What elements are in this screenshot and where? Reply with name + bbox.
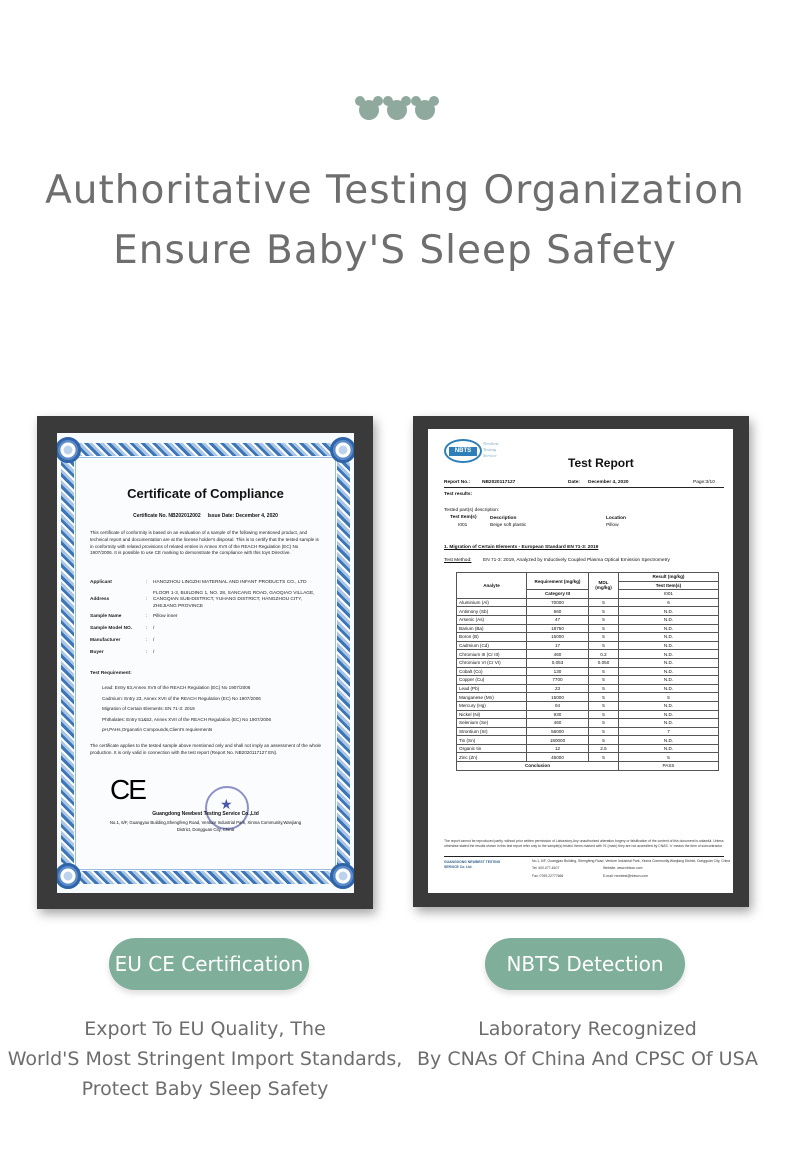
table-row: [457, 607, 719, 616]
field-label: Address: [90, 597, 110, 602]
headline-line-1: Authoritative Testing Organization: [45, 168, 745, 213]
mdl-cell: 5: [589, 701, 619, 710]
cert-no-label: Certificate No.: [133, 513, 167, 519]
mdl-cell: 0.050: [589, 658, 619, 667]
field-label: Buyer: [90, 650, 104, 655]
field-label: Sample Model NO.: [90, 626, 133, 631]
mdl-cell: 5: [589, 633, 619, 642]
nbts-logo-subtitle: Newbest Testing Service: [483, 441, 499, 458]
issuer-name: Guangdong Newbest Testing Service Co.,Ltd: [152, 811, 259, 817]
test-report-document: [428, 429, 733, 893]
results-table: [456, 572, 719, 771]
description-line: World'S Most Stringent Import Standards,: [7, 1048, 403, 1070]
requirement-cell: 15000: [527, 693, 589, 702]
report-no-value: NB2020117127: [482, 480, 516, 485]
mdl-cell: 5: [589, 641, 619, 650]
table-row: [457, 598, 719, 607]
analyte-cell: Cadmium (Cd): [457, 641, 527, 650]
description-line: Export To EU Quality, The: [84, 1018, 326, 1040]
test-requirements-list: [102, 683, 322, 736]
requirement-cell: 46000: [527, 753, 589, 762]
parts-row-location: Pillow: [606, 523, 619, 528]
result-cell: N.D.: [619, 633, 719, 642]
requirement-item: Lead: Entry 63,Annex XVII of the REACH Regulation (EC) No 1907/2006: [102, 685, 251, 690]
table-row: [457, 693, 719, 702]
table-row: [457, 650, 719, 659]
mdl-cell: 5: [589, 615, 619, 624]
requirement-cell: 70000: [527, 598, 589, 607]
mdl-cell: 5: [589, 676, 619, 685]
result-cell: N.D.: [619, 684, 719, 693]
field-value: /: [153, 626, 155, 631]
result-cell: N.D.: [619, 744, 719, 753]
report-page: Page:3/10: [693, 480, 715, 485]
requirement-cell: 560: [527, 607, 589, 616]
test-report-frame: [413, 416, 749, 907]
certificate-document: [57, 433, 354, 893]
test-requirement-title: Test Requirement:: [90, 671, 132, 676]
analyte-cell: Antimony (Sb): [457, 607, 527, 616]
table-row: [457, 744, 719, 753]
nbts-detection-badge: NBTS Detection: [485, 938, 685, 990]
analyte-cell: Zinc (Zn): [457, 753, 527, 762]
result-cell: 5: [619, 753, 719, 762]
requirement-item: Phthalates: Entry 51&52, Annex XVII of the REACH Regulation (EC) No 1907/2006: [102, 716, 272, 722]
eu-ce-certification-badge: EU CE Certification: [109, 938, 309, 990]
certificate-closing: The certificate applies to the tested sample above mentioned only and shall not imply an assessment of the whole production. It is only valid in connection with the test report (Report No. NB2020117127 EN).: [90, 743, 322, 755]
issuer-address: No.1, 6/F, Guangyao Building,Shengfeng Road, Venture Industrial Park, Xinma Community,Wanjiang District, Dongguan City, China: [109, 820, 302, 832]
footer-fax: Fax: 0769-22777666: [532, 874, 564, 878]
mdl-cell: 5: [589, 710, 619, 719]
result-cell: N.D.: [619, 624, 719, 633]
result-cell: N.D.: [619, 641, 719, 650]
mdl-cell: 5: [589, 667, 619, 676]
table-row: [457, 736, 719, 745]
analyte-cell: Cobalt (Co): [457, 667, 527, 676]
requirement-cell: 12: [527, 744, 589, 753]
analyte-cell: Arsenic (As): [457, 615, 527, 624]
analyte-cell: Aluminium (Al): [457, 598, 527, 607]
test-results-label: Test results:: [444, 492, 473, 497]
ce-mark: CE: [110, 774, 145, 805]
table-row: [457, 658, 719, 667]
headline-line-2: Ensure Baby'S Sleep Safety: [113, 228, 677, 273]
tested-parts-label: Tested part(s) description:: [444, 508, 500, 513]
col-item-id: I001: [619, 590, 719, 599]
requirement-cell: 15000: [527, 633, 589, 642]
result-cell: N.D.: [619, 719, 719, 728]
requirement-cell: 94: [527, 701, 589, 710]
parts-header-description: Description: [490, 516, 517, 521]
report-date-label: Date:: [568, 480, 580, 485]
report-divider: [444, 487, 724, 488]
table-row: [457, 615, 719, 624]
field-value: HANGZHOU LINGZHI MATERNAL AND INFANT PRODUCTS CO., LTD: [153, 580, 307, 585]
corner-ornament-icon: [330, 437, 354, 463]
field-address: Address : FLOOR 1-3, BUILDING 1, NO. 28, SANCANG ROAD, GAOQIAO VILLAGE, CANGQIAN SUB-DISTRICT, YUHANG DISTRICT, HANGZHOU CITY, ZHEJIANG PROVINCE: [90, 591, 322, 611]
requirement-cell: 23: [527, 684, 589, 693]
field-sample-model: Sample Model NO. : /: [90, 626, 322, 634]
col-result: Result (mg/kg): [619, 573, 719, 582]
result-cell: 5: [619, 693, 719, 702]
mdl-cell: 5: [589, 753, 619, 762]
field-sample-name: Sample Name : Pillow inner: [90, 614, 322, 622]
analyte-cell: Mercury (Hg): [457, 701, 527, 710]
result-cell: 6: [619, 598, 719, 607]
report-title: Test Report: [568, 456, 634, 470]
field-applicant: Applicant : HANGZHOU LINGZHI MATERNAL AND INFANT PRODUCTS CO., LTD: [90, 580, 322, 588]
nbts-logo-icon: NBTS: [444, 439, 482, 463]
col-analyte: Analyte: [457, 573, 527, 599]
field-value: Pillow inner: [153, 614, 178, 619]
mdl-cell: 2.5: [589, 744, 619, 753]
table-row: [457, 624, 719, 633]
conclusion-label: Conclusion: [457, 762, 619, 771]
certificate-number-line: [57, 513, 354, 519]
analyte-cell: Chromium VI (Cr VI): [457, 658, 527, 667]
certificate-title: Certificate of Compliance: [127, 486, 284, 501]
mdl-cell: 5: [589, 727, 619, 736]
mdl-cell: 0.2: [589, 650, 619, 659]
parts-row-item: I001: [458, 523, 468, 528]
report-no-label: Report No.:: [444, 480, 471, 485]
test-method-label: Test Method:: [444, 558, 472, 563]
table-row: [457, 667, 719, 676]
field-value: /: [153, 638, 155, 643]
table-row: [457, 719, 719, 728]
result-cell: N.D.: [619, 615, 719, 624]
corner-ornament-icon: [330, 863, 354, 889]
parts-header-location: Location: [606, 516, 626, 521]
section-heading: 1. Migration of Certain Elements - European Standard EN 71-3: 2019: [444, 545, 599, 550]
field-label: Manufacturer: [90, 638, 121, 643]
analyte-cell: Manganese (Mn): [457, 693, 527, 702]
col-mdl: MDL (mg/kg): [589, 573, 619, 599]
analyte-cell: Lead (Pb): [457, 684, 527, 693]
analyte-cell: Chromium III (Cr III): [457, 650, 527, 659]
mdl-cell: 5: [589, 607, 619, 616]
mdl-cell: 5: [589, 684, 619, 693]
table-row: [457, 641, 719, 650]
footer-web: Website: www.nbtscn.com: [603, 866, 643, 870]
eu-ce-description: [0, 1014, 410, 1104]
field-label: Applicant: [90, 580, 112, 585]
report-date-value: December 4, 2020: [588, 480, 629, 485]
result-cell: 7: [619, 727, 719, 736]
test-method-value: EN 71-3: 2019, Analyzed by Inductively Coupled Plasma Optical Emission Spectrometry: [483, 558, 670, 563]
result-cell: N.D.: [619, 676, 719, 685]
analyte-cell: Barium (Ba): [457, 624, 527, 633]
certificate-intro: This certificate of conformity is based on an evaluation of a sample of the following mentioned product, and technical report and documentation are at the license holder's disposal. This is to certify that the tested sample is in conformity with related provisions of related entries in Annex XVII of the REACH Regulation (EC) No 1907/2006. It is possible to use CE marking to demonstrate the compliance with this toys Directive.: [90, 530, 319, 556]
footer-address: No.1, 6/F, Guangyao Building, Shengfeng Road, Venture Industrial Park, Xinma Community,Wanjiang District, Dongguan City, China: [532, 859, 731, 863]
analyte-cell: Nickel (Ni): [457, 710, 527, 719]
col-requirement: Requirement (mg/kg): [527, 573, 589, 590]
requirement-cell: 56000: [527, 727, 589, 736]
field-buyer: Buyer : /: [90, 650, 322, 658]
col-category: Category III: [527, 590, 589, 599]
requirement-cell: 18750: [527, 624, 589, 633]
analyte-cell: Selenium (Se): [457, 719, 527, 728]
parts-header-item: Test Item(s): [450, 515, 477, 520]
result-cell: N.D.: [619, 650, 719, 659]
description-line: Laboratory Recognized: [478, 1018, 697, 1040]
requirement-cell: 17: [527, 641, 589, 650]
result-cell: N.D.: [619, 710, 719, 719]
requirement-cell: 460: [527, 650, 589, 659]
result-cell: N.D.: [619, 658, 719, 667]
table-row: [457, 753, 719, 762]
issue-date-value: December 4, 2020: [235, 513, 278, 519]
table-row: [457, 633, 719, 642]
requirement-cell: 180000: [527, 736, 589, 745]
requirement-item: Migration of Certain Elements: EN 71-3: 2019: [102, 706, 195, 711]
requirement-cell: 47: [527, 615, 589, 624]
field-value: FLOOR 1-3, BUILDING 1, NO. 28, SANCANG ROAD, GAOQIAO VILLAGE, CANGQIAN SUB-DISTRICT, YUHANG DISTRICT, HANGZHOU CITY, ZHEJIANG PROVINCE: [153, 591, 315, 609]
footer-tel: Tel: 400-077-6107: [532, 866, 560, 870]
footer-email: E-mail: newbest@nbtscn.com: [603, 874, 648, 878]
three-bear-heads-icon: [355, 92, 439, 126]
footer-company: GUANGDONG NEWBEST TESTING SERVICE Co. Ltd.: [444, 860, 501, 869]
field-value: /: [153, 650, 155, 655]
mdl-cell: 5: [589, 719, 619, 728]
col-test-item: Test Item(s): [619, 581, 719, 590]
report-disclaimer: The report cannot be reproduced partly, without prior written permission of Laboratory.Any unauthorized alteration,forgery or falsification of the content of this document is unlawful. Unless otherwise stated the results shown in this test report refer only to the sample(s) tested. Items marked with 'N' (mark) they are not accredited by CNAS. 'n' means the item of subcontractor.: [444, 839, 724, 848]
mdl-cell: 5: [589, 736, 619, 745]
mdl-cell: 5: [589, 693, 619, 702]
cert-no-value: NB202012002: [168, 513, 201, 519]
analyte-cell: Organic tin: [457, 744, 527, 753]
requirement-cell: 930: [527, 710, 589, 719]
analyte-cell: Copper (Cu): [457, 676, 527, 685]
parts-row-description: Beige soft plastic: [490, 523, 527, 528]
requirement-item: Cadmium: Entry 23, Annex XVII of the REACH Regulation (EC) No 1907/2006: [102, 695, 261, 701]
table-row: [457, 684, 719, 693]
result-cell: N.D.: [619, 667, 719, 676]
requirement-cell: 460: [527, 719, 589, 728]
analyte-cell: Strontium (Sr): [457, 727, 527, 736]
conclusion-value: PASS: [619, 762, 719, 771]
mdl-cell: 5: [589, 624, 619, 633]
analyte-cell: Tin (Sn): [457, 736, 527, 745]
corner-ornament-icon: [57, 863, 81, 889]
requirement-cell: 7700: [527, 676, 589, 685]
analyte-cell: Boron (B): [457, 633, 527, 642]
nbts-description: [410, 1014, 765, 1074]
mdl-cell: 5: [589, 598, 619, 607]
result-cell: N.D.: [619, 607, 719, 616]
field-label: Sample Name: [90, 614, 122, 619]
certificate-frame: [37, 416, 373, 909]
requirement-item: pH,PAHs,Organotin Compounds,Client's requirements: [102, 727, 213, 732]
issue-date-label: Issue Date:: [207, 513, 235, 519]
description-line: Protect Baby Sleep Safety: [81, 1078, 329, 1100]
requirement-cell: 0.053: [527, 658, 589, 667]
footer-divider: [444, 856, 724, 857]
field-manufacturer: Manufacturer : /: [90, 638, 322, 646]
result-cell: N.D.: [619, 736, 719, 745]
requirement-cell: 130: [527, 667, 589, 676]
result-cell: N.D.: [619, 701, 719, 710]
table-row: [457, 727, 719, 736]
table-row: [457, 676, 719, 685]
description-line: By CNAs Of China And CPSC Of USA: [417, 1048, 758, 1070]
table-row: [457, 710, 719, 719]
table-row: [457, 701, 719, 710]
